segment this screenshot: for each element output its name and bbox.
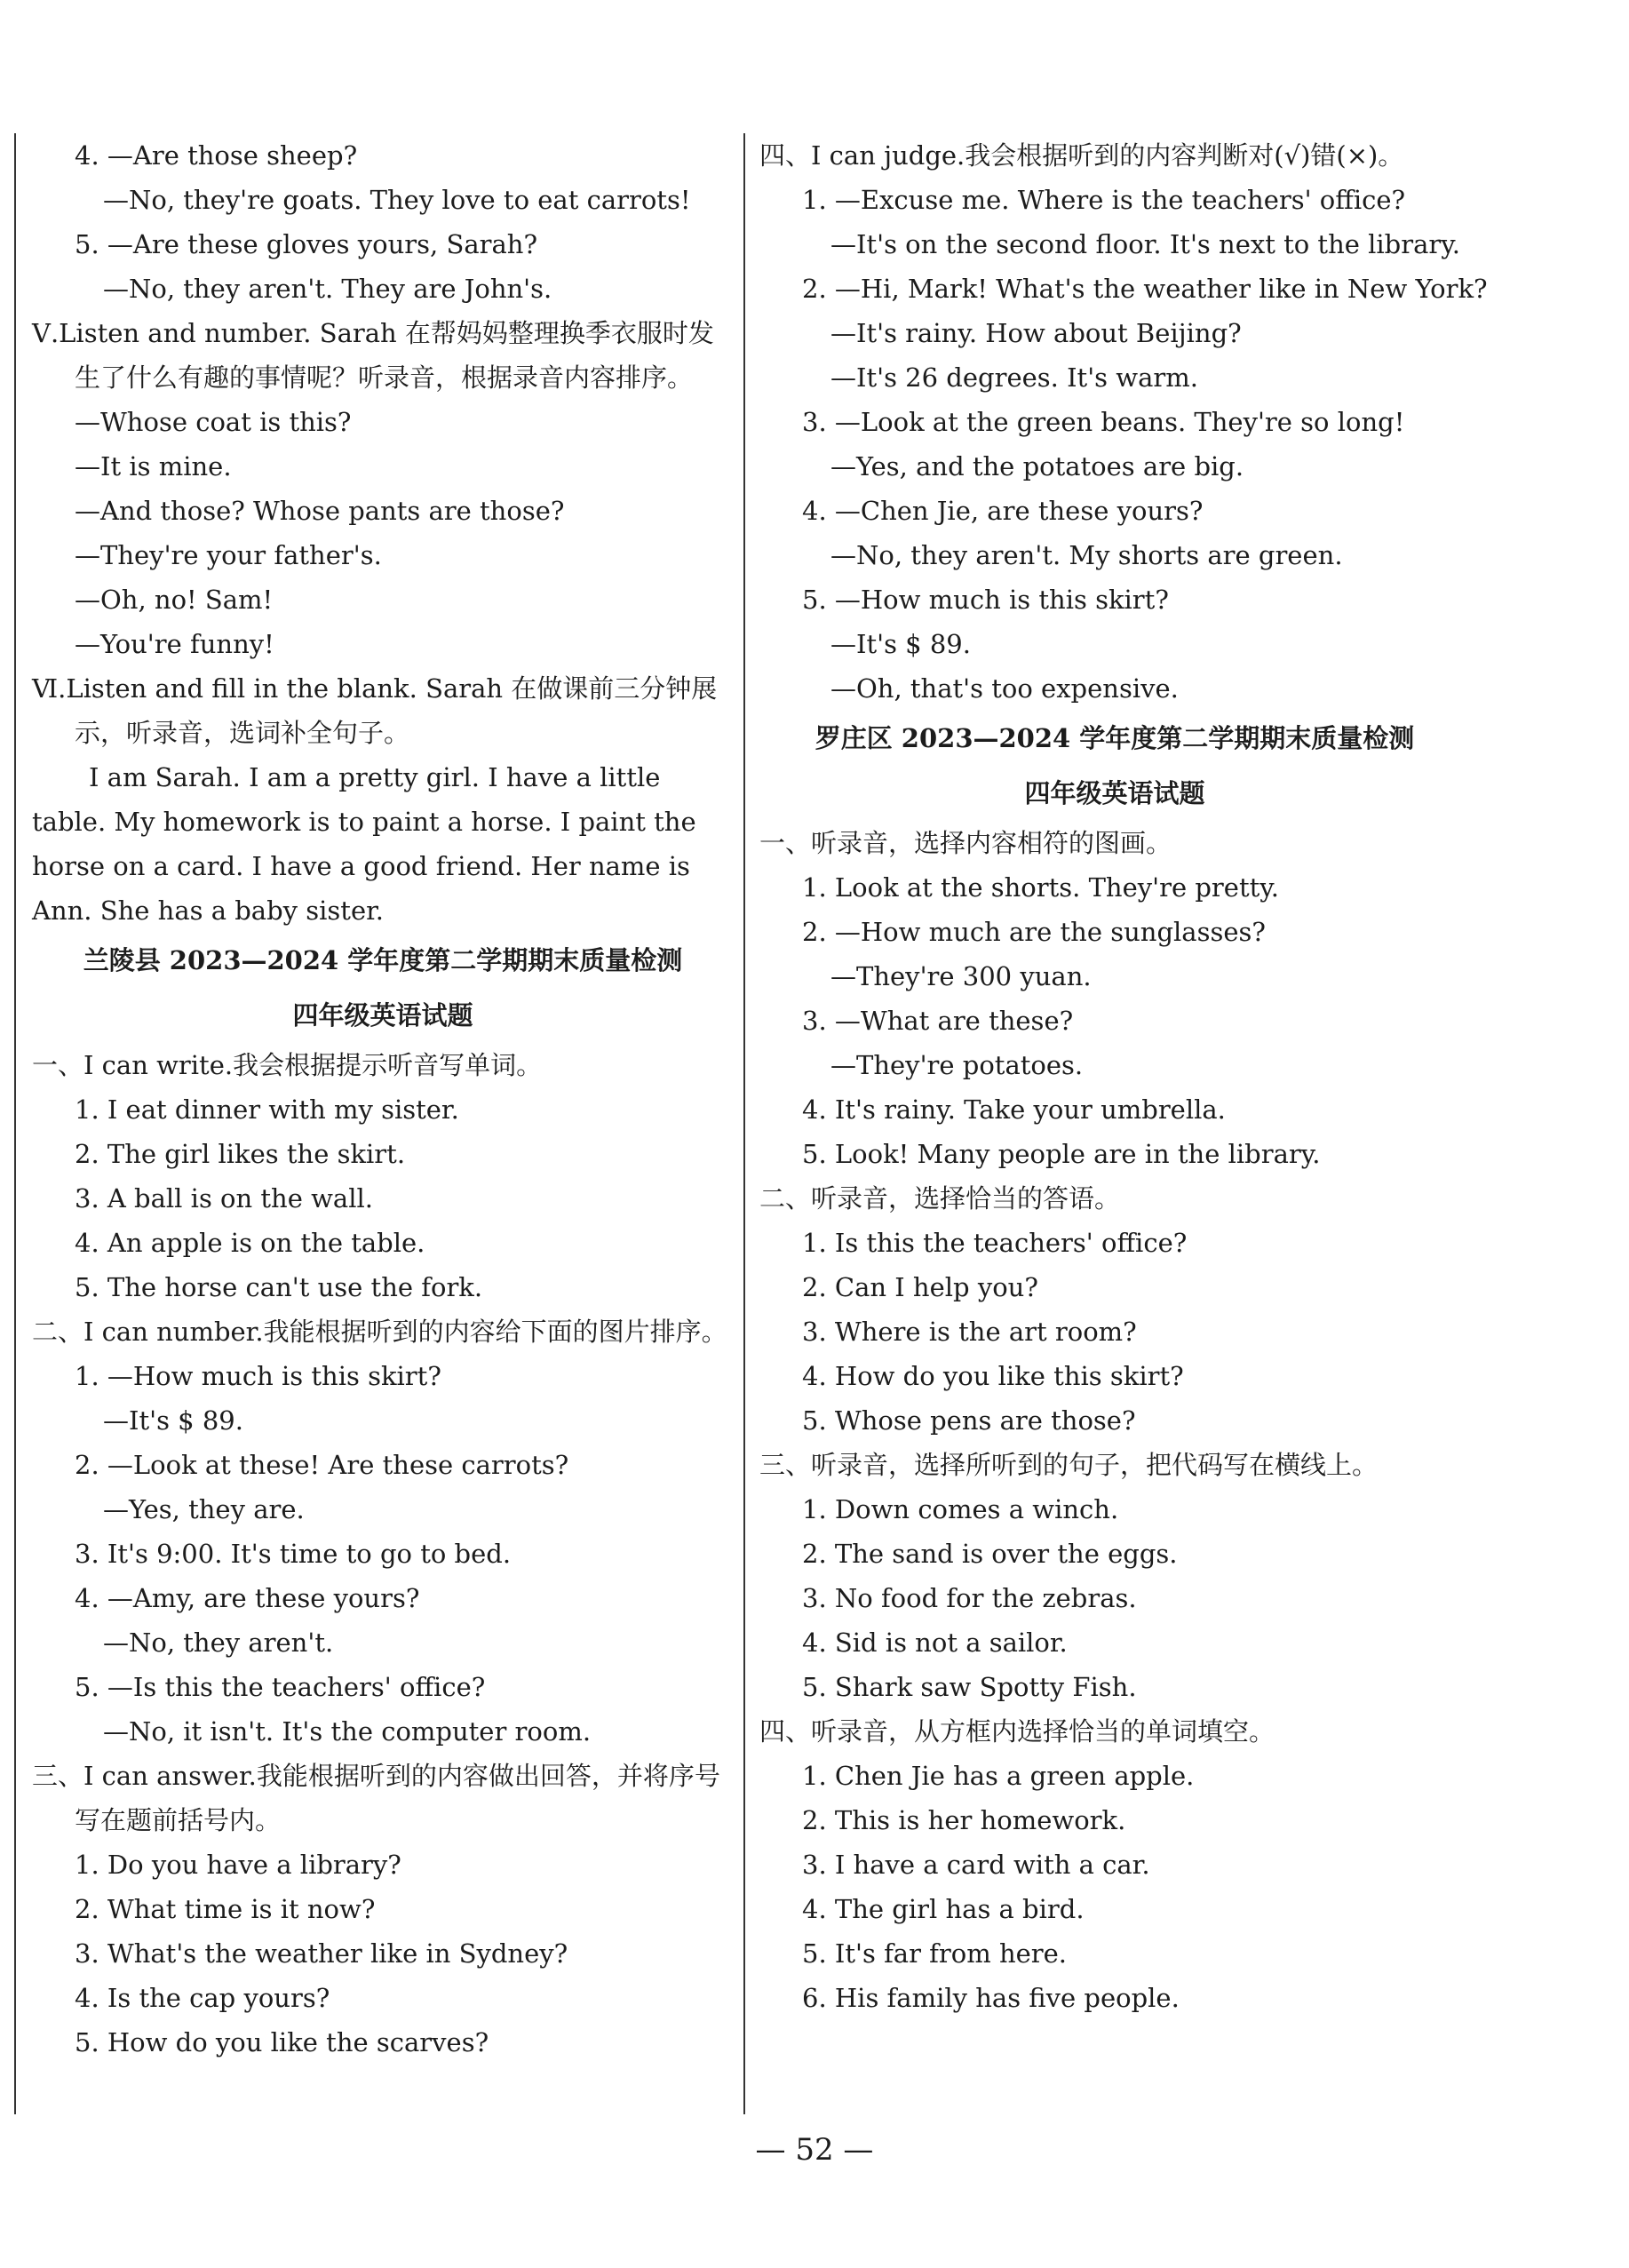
list-item: 1. —How much is this skirt? [75, 1361, 441, 1391]
list-item: 4. It's rainy. Take your umbrella. [802, 1094, 1226, 1125]
list-item: 6. His family has five people. [802, 1983, 1180, 2013]
dialogue-response: —No, they aren't. They are John's. [103, 274, 552, 304]
list-item: 1. Down comes a winch. [802, 1494, 1119, 1524]
dialogue-response: —It's on the second floor. It's next to the library. [830, 229, 1460, 259]
list-item: 5. —Are these gloves yours, Sarah? [75, 229, 538, 259]
dialogue-response: —Oh, that's too expensive. [830, 673, 1179, 704]
list-item: 1. I eat dinner with my sister. [75, 1094, 459, 1125]
list-item: 2. —How much are the sunglasses? [802, 917, 1266, 947]
list-item: 2. —Hi, Mark! What's the weather like in New York? [802, 274, 1488, 304]
section-instruction: 一、I can write.我会根据提示听音写单词。 [32, 1050, 543, 1080]
list-item: 3. I have a card with a car. [802, 1850, 1150, 1880]
dialogue-response: —It's $ 89. [830, 629, 971, 659]
list-item: —You're funny! [75, 629, 274, 659]
section-instruction: 三、听录音，选择所听到的句子，把代码写在横线上。 [759, 1450, 1379, 1480]
list-item: 5. —Is this the teachers' office? [75, 1672, 486, 1702]
list-item: —They're your father's. [75, 540, 382, 570]
list-item: 1. —Excuse me. Where is the teachers' office? [802, 185, 1406, 215]
list-item: 3. —Look at the green beans. They're so long! [802, 407, 1405, 437]
list-item: 3. —What are these? [802, 1006, 1074, 1036]
list-item: —It is mine. [75, 451, 232, 481]
list-item: 1. Look at the shorts. They're pretty. [802, 872, 1280, 903]
list-item: 1. Is this the teachers' office? [802, 1228, 1188, 1258]
list-item: 3. Where is the art room? [802, 1317, 1137, 1347]
dialogue-response: —It's $ 89. [103, 1405, 243, 1436]
dialogue-response: —Yes, they are. [103, 1494, 305, 1524]
column-divider [743, 133, 745, 2114]
list-item: 4. An apple is on the table. [75, 1228, 425, 1258]
dialogue-response: —They're potatoes. [830, 1050, 1084, 1080]
exam-title: 兰陵县 2023—2024 学年度第二学期期末质量检测 [83, 945, 683, 975]
left-margin-rule [14, 133, 16, 2114]
dialogue-response: —It's 26 degrees. It's warm. [830, 362, 1198, 393]
section-instruction: 四、听录音，从方框内选择恰当的单词填空。 [759, 1716, 1275, 1747]
section-instruction: Ⅴ.Listen and number. Sarah 在帮妈妈整理换季衣服时发生了什么有趣的事情呢？听录音，根据录音内容排序。 [32, 318, 714, 393]
list-item: —Oh, no! Sam! [75, 585, 274, 615]
section-instruction: 二、听录音，选择恰当的答语。 [759, 1183, 1121, 1214]
list-item: 4. —Chen Jie, are these yours? [802, 496, 1204, 526]
list-item: 4. —Are those sheep? [75, 140, 358, 171]
list-item: 2. The girl likes the skirt. [75, 1139, 406, 1169]
list-item: 1. Do you have a library? [75, 1850, 401, 1880]
dialogue-response: —No, they're goats. They love to eat carrots! [103, 185, 691, 215]
dialogue-response: —They're 300 yuan. [830, 961, 1092, 991]
list-item: 2. The sand is over the eggs. [802, 1539, 1178, 1569]
section-instruction: Ⅵ.Listen and fill in the blank. Sarah 在做课前三分钟展示，听录音，选词补全句子。 [32, 673, 718, 748]
list-item: 5. Look! Many people are in the library. [802, 1139, 1321, 1169]
list-item: 5. How do you like the scarves? [75, 2027, 489, 2057]
list-item: 4. Sid is not a sailor. [802, 1627, 1068, 1658]
list-item: 2. This is her homework. [802, 1805, 1126, 1835]
section-instruction: 四、I can judge.我会根据听到的内容判断对(√)错(×)。 [759, 140, 1404, 171]
exam-title: 罗庄区 2023—2024 学年度第二学期期末质量检测 [814, 723, 1415, 753]
list-item: 4. —Amy, are these yours? [75, 1583, 420, 1613]
list-item: —And those? Whose pants are those? [75, 496, 565, 526]
list-item: 2. What time is it now? [75, 1894, 376, 1924]
dialogue-response: —No, they aren't. [103, 1627, 334, 1658]
list-item: 5. Shark saw Spotty Fish. [802, 1672, 1137, 1702]
dialogue-response: —It's rainy. How about Beijing? [830, 318, 1242, 348]
exam-subtitle: 四年级英语试题 [1024, 778, 1205, 808]
exam-subtitle: 四年级英语试题 [292, 1000, 473, 1031]
list-item: 3. No food for the zebras. [802, 1583, 1137, 1613]
list-item: 4. The girl has a bird. [802, 1894, 1085, 1924]
list-item: 5. Whose pens are those? [802, 1405, 1136, 1436]
left-column [32, 133, 734, 2065]
right-column [759, 133, 1488, 2020]
section-instruction: 一、听录音，选择内容相符的图画。 [759, 828, 1172, 858]
list-item: 2. —Look at these! Are these carrots? [75, 1450, 569, 1480]
list-item: 5. The horse can't use the fork. [75, 1272, 483, 1302]
list-item: 2. Can I help you? [802, 1272, 1038, 1302]
list-item: 1. Chen Jie has a green apple. [802, 1761, 1195, 1791]
list-item: 3. It's 9:00. It's time to go to bed. [75, 1539, 512, 1569]
list-item: 3. What's the weather like in Sydney? [75, 1938, 568, 1969]
list-item: —Whose coat is this? [75, 407, 352, 437]
list-item: 4. How do you like this skirt? [802, 1361, 1184, 1391]
dialogue-response: —Yes, and the potatoes are big. [830, 451, 1244, 481]
list-item: 5. It's far from here. [802, 1938, 1068, 1969]
list-item: 4. Is the cap yours? [75, 1983, 330, 2013]
section-instruction: 二、I can number.我能根据听到的内容给下面的图片排序。 [32, 1317, 727, 1347]
passage-paragraph: I am Sarah. I am a pretty girl. I have a little table. My homework is to paint a horse. I paint the horse on a card. I have a good friend. Her name is Ann. She has a baby sister. [32, 762, 696, 926]
section-instruction: 三、I can answer.我能根据听到的内容做出回答，并将序号写在题前括号内。 [32, 1761, 720, 1835]
list-item: 5. —How much is this skirt? [802, 585, 1169, 615]
list-item: 3. A ball is on the wall. [75, 1183, 373, 1214]
dialogue-response: —No, they aren't. My shorts are green. [830, 540, 1343, 570]
dialogue-response: —No, it isn't. It's the computer room. [103, 1716, 592, 1747]
page-number: — 52 — [755, 2132, 874, 2168]
